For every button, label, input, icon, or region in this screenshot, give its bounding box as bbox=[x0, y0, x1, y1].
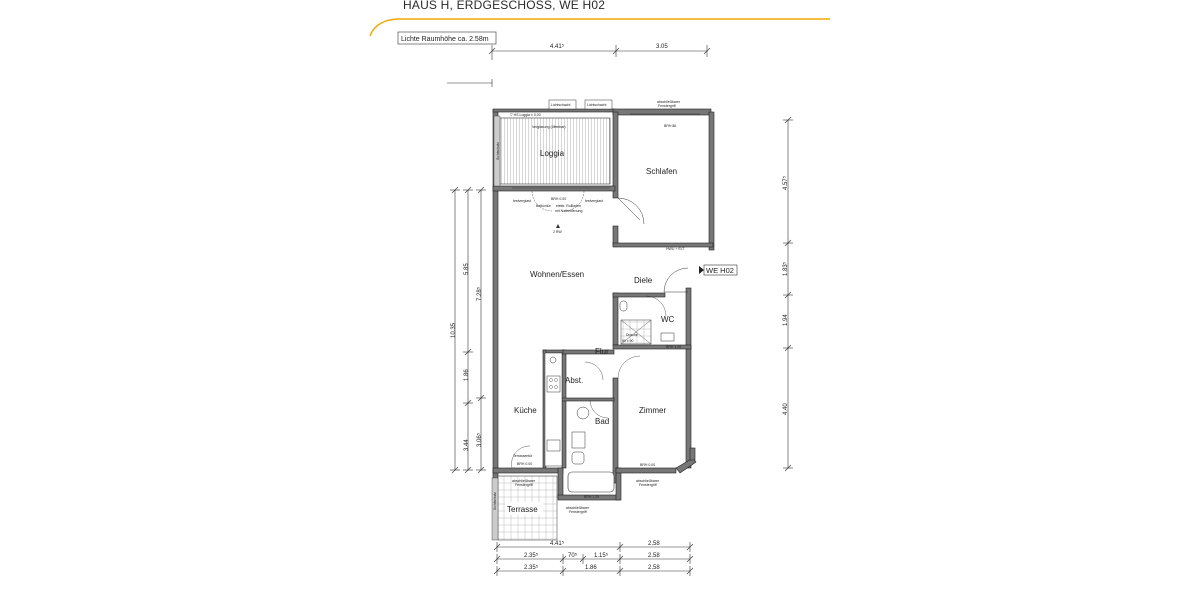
note-sichtschutz: Sichtschutz bbox=[496, 142, 500, 160]
bad-bathtub bbox=[568, 472, 614, 492]
room-wohnen: Wohnen/Essen bbox=[530, 270, 585, 279]
room-kueche: Küche bbox=[514, 406, 537, 415]
note-kitchen-brh: BRH 0.00 bbox=[517, 462, 533, 466]
room-terrasse: Terrasse bbox=[507, 505, 538, 514]
dim-bottom-3a: 2.35⁵ bbox=[524, 565, 539, 571]
lichtschacht-2-label: Lichtschacht bbox=[587, 103, 607, 107]
note-festverglast-l: festverglast bbox=[513, 199, 531, 203]
dim-top-1: 4.41⁵ bbox=[550, 44, 565, 50]
dim-bottom-2c: 1.15⁵ bbox=[594, 553, 609, 559]
dim-left-inner-2: 3.06⁵ bbox=[477, 432, 483, 447]
room-wc: WC bbox=[661, 315, 675, 324]
note-festverglast-r: festverglast bbox=[585, 199, 603, 203]
note-fenster-top-2: Fenstergriff bbox=[658, 104, 676, 108]
abst-door bbox=[585, 362, 603, 380]
note-rollladen: elektr. Rollladen bbox=[556, 204, 581, 208]
dim-bottom-2b: 70⁵ bbox=[568, 553, 578, 559]
note-fenster-bot-1: abschließbarer bbox=[512, 479, 536, 483]
dim-right-1: 4.57⁵ bbox=[783, 175, 789, 190]
note-fenster-bot3-2: Fenstergriff bbox=[639, 483, 657, 487]
wc-door bbox=[646, 296, 666, 316]
note-brh-loggia: BRH 0.00 bbox=[551, 197, 567, 201]
room-diele: Diele bbox=[634, 276, 653, 285]
bad-washbasin bbox=[577, 407, 589, 419]
bad-toilet bbox=[572, 452, 584, 464]
dim-bottom-2d: 2.58 bbox=[648, 553, 660, 559]
balcony-door-swing-2 bbox=[564, 191, 584, 211]
top-dimensions bbox=[447, 45, 710, 87]
page-title: HAUS H, ERDGESCHOSS, WE H02 bbox=[403, 0, 606, 12]
entrance-door bbox=[664, 268, 688, 292]
kitchen-sink bbox=[547, 440, 560, 451]
room-flur: Flur bbox=[595, 347, 609, 356]
dim-top-2: 3.05 bbox=[656, 44, 668, 50]
entrance-arrow bbox=[699, 266, 704, 274]
schlafen-door bbox=[618, 198, 644, 224]
note-zimmer-brh: BRH 0.00 bbox=[640, 463, 656, 467]
note-notbedienung: mit Notbedienung bbox=[555, 209, 583, 213]
note-fenster-bot-2: Fenstergriff bbox=[515, 483, 533, 487]
wc-toilet bbox=[620, 301, 627, 311]
note-fenster-bot2-1: abschließbarer bbox=[566, 506, 590, 510]
dim-bottom-1a: 4.41⁵ bbox=[550, 541, 565, 547]
note-hwu: HWU + ELT bbox=[666, 247, 685, 251]
note-fenster-top-1: abschließbarer bbox=[657, 100, 681, 104]
dim-left-inner-1: 7.28⁵ bbox=[477, 286, 483, 301]
dim-bottom-2a: 2.35⁵ bbox=[524, 553, 539, 559]
note-sichtschutz-terrasse: Sichtschutz bbox=[493, 492, 497, 510]
note-bad-brh: BRH 1.20 bbox=[584, 495, 600, 499]
note-balkontuer: Balkontür bbox=[536, 204, 551, 208]
kitchen-oven bbox=[547, 376, 560, 392]
right-dimensions bbox=[783, 117, 793, 471]
room-schlafen: Schlafen bbox=[646, 167, 678, 176]
dim-bottom-3c: 2.58 bbox=[648, 565, 660, 571]
note-dusche: Dusche bbox=[626, 333, 638, 337]
balcony-door-swing bbox=[532, 191, 552, 211]
dim-bottom-1b: 2.58 bbox=[648, 541, 660, 547]
note-fenster-bot3-1: abschließbarer bbox=[636, 479, 660, 483]
room-bad: Bad bbox=[595, 417, 610, 426]
note-verglasung: Verglasung (öffenbar) bbox=[532, 125, 566, 129]
dim-right-2: 1.83⁵ bbox=[783, 261, 789, 276]
note-terrassentuer: Terrassentür bbox=[513, 454, 533, 458]
note-brh-schlafen: BRH 86 bbox=[664, 124, 677, 128]
note-dusche-size: 90 x 90 bbox=[622, 339, 634, 343]
wc-sink bbox=[661, 333, 674, 341]
room-loggia: Loggia bbox=[540, 149, 565, 158]
room-zimmer: Zimmer bbox=[639, 406, 667, 415]
note-wc-brh: BRH 1.20 bbox=[666, 345, 682, 349]
ceiling-note: Lichte Raumhöhe ca. 2.58m bbox=[401, 36, 489, 43]
dim-left-total: 10.35 bbox=[451, 322, 457, 338]
bad-vanity bbox=[572, 432, 585, 448]
note-loggia-level: ▽ HS Loggia ± 0,00 bbox=[510, 113, 541, 117]
room-abst: Abst. bbox=[565, 376, 584, 385]
dim-left-mid-2: 1.86 bbox=[464, 369, 470, 381]
dim-right-4: 4.40 bbox=[783, 403, 789, 415]
rwa-marker bbox=[556, 224, 560, 228]
unit-tag: WE H02 bbox=[706, 266, 734, 275]
dim-right-3: 1.94 bbox=[783, 314, 789, 326]
dim-bottom-3b: 1.86 bbox=[585, 565, 597, 571]
bad-door bbox=[590, 400, 608, 418]
note-rwa: 2 RW bbox=[553, 230, 562, 234]
dim-left-mid-1: 5.85 bbox=[464, 263, 470, 275]
lichtschacht-1-label: Lichtschacht bbox=[551, 103, 571, 107]
zimmer-door bbox=[618, 356, 640, 378]
dim-left-mid-3: 3.44 bbox=[464, 439, 470, 451]
note-fenster-bot2-2: Fenstergriff bbox=[569, 510, 587, 514]
